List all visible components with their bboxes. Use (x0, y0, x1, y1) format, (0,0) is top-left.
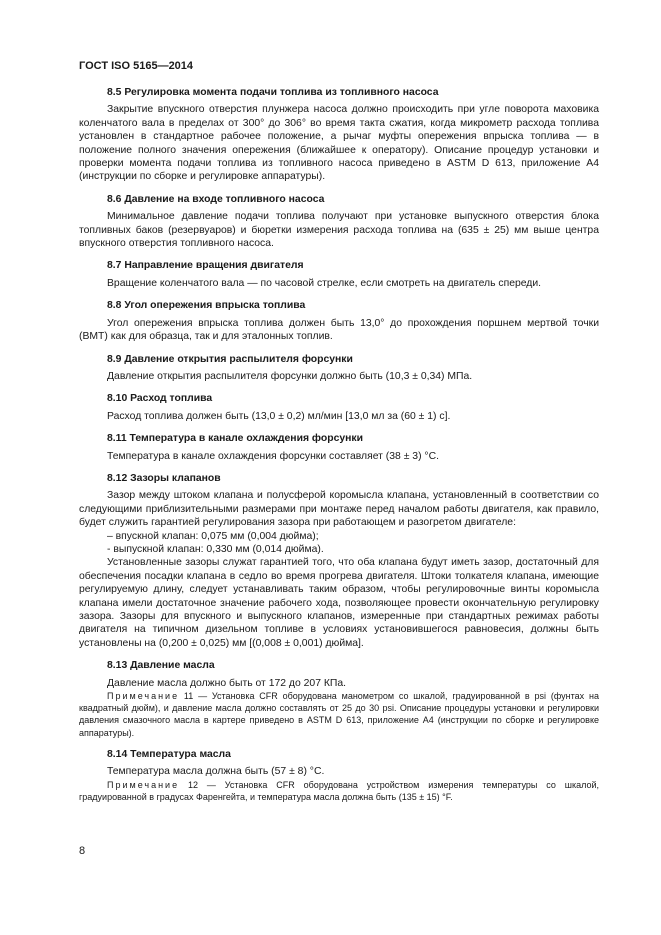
paragraph: Температура в канале охлаждения форсунки составляет (38 ± 3) °С. (107, 450, 439, 462)
section-title: 8.7 Направление вращения двигателя (107, 260, 304, 272)
section-8-12 (79, 472, 599, 650)
section-8-10 (79, 392, 599, 423)
paragraph: Угол опережения впрыска топлива должен быть 13,0° до прохождения поршнем мертвой точки (ВМТ) как для образца, так и для эталонных топлив. (79, 317, 599, 343)
section-8-13 (79, 659, 599, 739)
document-header: ГОСТ ISO 5165—2014 (79, 60, 194, 72)
paragraph: Установленные зазоры служат гарантией того, что оба клапана будут иметь зазор, достаточный для обеспечения посадки клапана в седло во время прогрева двигателя. Штоки толкателя клапана, имеющие регулируемую длину, следует устанавливать таким образом, чтобы регулировочные винты коромысла клапана имели достаточное значение рабочего хода, позволяющее провести окончательную регулировку зазора. Зазоры для впускного и выпускного клапанов, измеренные при стандартных режимах работы двигателя на типичном дизельном топливе в условиях установившегося равновесия, должны быть установлены на (0,200 ± 0,025) мм [(0,008 ± 0,001) дюйма]. (79, 557, 599, 649)
section-title: 8.10 Расход топлива (107, 393, 213, 405)
section-title: 8.13 Давление масла (107, 660, 215, 672)
paragraph: Вращение коленчатого вала — по часовой стрелке, если смотреть на двигатель спереди. (107, 277, 542, 289)
note (79, 690, 599, 739)
paragraph: Минимальное давление подачи топлива получают при установке выпускного отверстия блока топливных баков (резервуаров) и бюретки измерения расхода топлива на (635 ± 25) мм выше центра впускного отверстия топливного насоса. (79, 211, 599, 250)
document-body (79, 86, 599, 812)
section-8-7 (79, 259, 599, 290)
section-8-11 (79, 432, 599, 463)
section-title: 8.9 Давление открытия распылителя форсунки (107, 353, 353, 365)
section-title: 8.14 Температура масла (107, 748, 231, 760)
note-text: 11 — Установка CFR оборудована манометром со шкалой, градуированной в psi (фунтах на квадратный дюйм), и давление масла должно составлять от 25 до 30 psi. Описание процедуры установки и регулировки давления смазочного масла в картере приведено в ASTM D 613, приложение А4 (инструкции по сборке и регулировке аппаратуры). (79, 691, 599, 738)
section-8-14 (79, 748, 599, 803)
section-title: 8.12 Зазоры клапанов (107, 472, 221, 484)
list-item: - выпускной клапан: 0,330 мм (0,014 дюйма). (107, 543, 324, 555)
paragraph: Зазор между штоком клапана и полусферой коромысла клапана, установленный в соответствии со следующими приблизительными размерами при монтаже перед началом работы двигателя, как правило, будет служить гарантией регулирования зазора при работающем и разогретом двигателе: (79, 490, 599, 529)
note-label: Примечание (107, 779, 180, 790)
section-8-5 (79, 86, 599, 184)
section-title: 8.11 Температура в канале охлаждения форсунки (107, 433, 363, 445)
note-text: 12 — Установка CFR оборудована устройством измерения температуры со шкалой, градуированной в градусах Фаренгейта, и температура масла должна быть (135 ± 15) °F. (79, 779, 599, 802)
paragraph: Расход топлива должен быть (13,0 ± 0,2) мл/мин [13,0 мл за (60 ± 1) с]. (107, 410, 451, 422)
paragraph: Давление масла должно быть от 172 до 207 КПа. (107, 677, 347, 689)
section-title: 8.5 Регулировка момента подачи топлива из топливного насоса (107, 87, 439, 98)
paragraph: Давление открытия распылителя форсунки должно быть (10,3 ± 0,34) МПа. (107, 370, 473, 382)
section-8-6 (79, 193, 599, 251)
section-8-9 (79, 353, 599, 384)
note-label: Примечание (107, 691, 180, 702)
note (79, 779, 599, 803)
paragraph: Температура масла должна быть (57 ± 8) °С. (107, 766, 325, 778)
section-8-8 (79, 299, 599, 343)
page-number: 8 (79, 845, 86, 857)
section-title: 8.8 Угол опережения впрыска топлива (107, 300, 306, 312)
section-title: 8.6 Давление на входе топливного насоса (107, 193, 325, 205)
paragraph: Закрытие впускного отверстия плунжера насоса должно происходить при угле поворота маховика коленчатого вала в пределах от 300° до 306° во время такта сжатия, когда микрометр расхода топлива установлен в стандартное рабочее положение, а рычаг муфты опережения впрыска топлива — в положение полного значения опережения (ближайшее к оператору). Описание процедур установки и проверки момента подачи топлива из топливного насоса приведено в ASTM D 613, приложение А4 (инструкции по сборке и регулировке аппаратуры). (79, 104, 599, 183)
list-item: – впускной клапан: 0,075 мм (0,004 дюйма); (107, 530, 319, 542)
